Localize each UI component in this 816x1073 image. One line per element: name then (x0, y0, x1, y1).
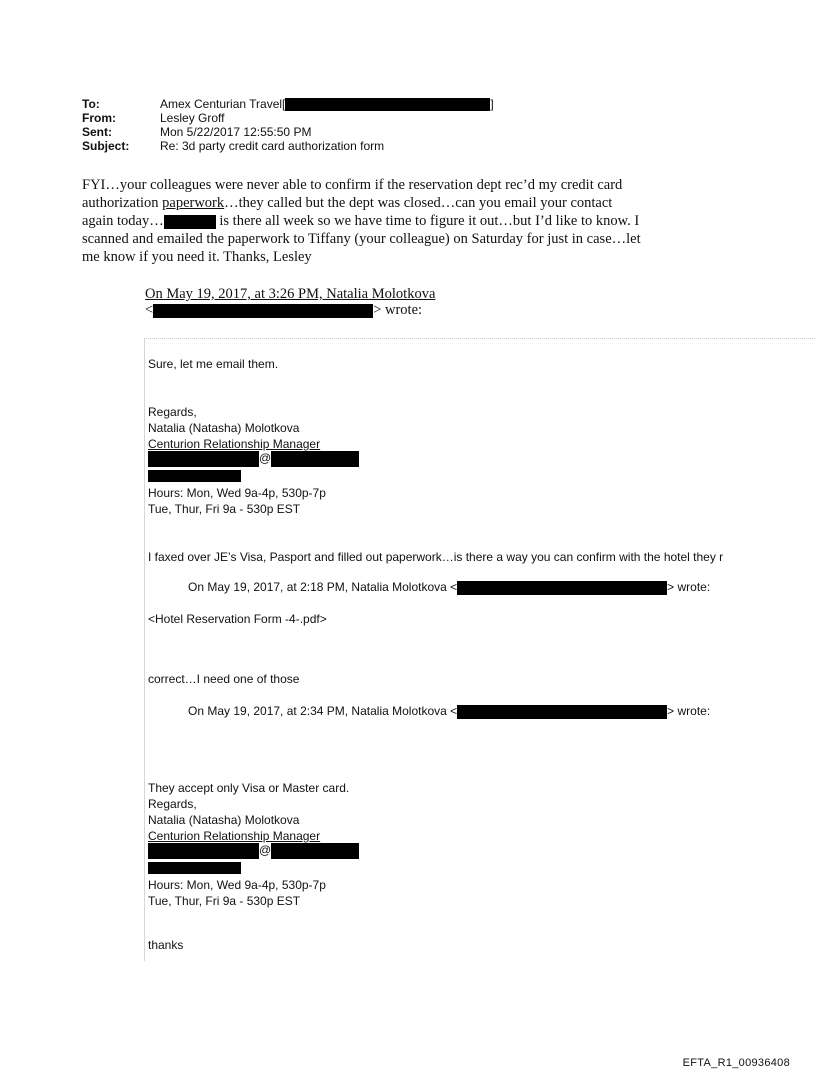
body-line (82, 212, 732, 230)
redaction-block (457, 705, 667, 719)
angle-open: < (145, 302, 154, 318)
redacted-line (148, 860, 241, 875)
body-text-fragment: paperwork (162, 195, 225, 211)
quoted-attribution-line (188, 704, 710, 719)
message-body (82, 176, 732, 266)
quoted-line: Natalia (Natasha) Molotkova (148, 813, 300, 827)
redaction-block (148, 862, 241, 874)
redacted-line (148, 468, 241, 483)
quoted-date-line: On May 19, 2017, at 3:26 PM, Natalia Molotkova (145, 286, 436, 302)
to-label: To: (82, 97, 100, 111)
quoted-line: Sure, let me email them. (148, 357, 279, 371)
at-sign: @ (259, 843, 272, 858)
redaction-block (271, 451, 359, 467)
body-text-fragment: …they called but the dept was closed…can you email your contact (224, 195, 613, 211)
quoted-line: They accept only Visa or Master card. (148, 781, 350, 795)
quoted-line: Hours: Mon, Wed 9a-4p, 530p-7p (148, 486, 326, 500)
redaction-block (153, 304, 373, 318)
subject-row (82, 139, 494, 153)
wrote-text: > wrote: (667, 580, 711, 594)
attachment-line: <Hotel Reservation Form -4-.pdf> (148, 612, 327, 626)
to-recipient: Amex Centurian Travel[ (160, 97, 286, 111)
to-row (82, 97, 494, 111)
subject-label: Subject: (82, 139, 130, 154)
from-label: From: (82, 111, 116, 126)
redaction-block (164, 215, 216, 229)
sent-value: Mon 5/22/2017 12:55:50 PM (160, 125, 312, 140)
to-value (160, 97, 494, 111)
redaction-block (148, 470, 241, 482)
body-text-fragment: again today… (82, 213, 164, 229)
quoted-line: correct…I need one of those (148, 672, 300, 686)
quoted-line: Centurion Relationship Manager (148, 829, 321, 843)
redaction-block (148, 451, 259, 467)
quoted-line: Regards, (148, 405, 197, 419)
body-line: me know if you need it. Thanks, Lesley (82, 249, 312, 265)
quoted-line: Tue, Thur, Fri 9a - 530p EST (148, 502, 301, 516)
at-sign: @ (259, 451, 272, 466)
body-line: FYI…your colleagues were never able to confirm if the reservation dept rec’d my credit card (82, 177, 623, 193)
body-text-fragment: authorization (82, 195, 163, 211)
email-header (82, 97, 494, 153)
quoted-line: Regards, (148, 797, 197, 811)
body-text-fragment: is there all week so we have time to figure it out…but I’d like to know. I (215, 213, 640, 229)
sent-label: Sent: (82, 125, 112, 140)
quoted-attribution-line (188, 580, 710, 595)
attribution-text: On May 19, 2017, at 2:18 PM, Natalia Molotkova < (188, 580, 458, 594)
body-line (82, 194, 732, 212)
from-row (82, 111, 494, 125)
quoted-line: Centurion Relationship Manager (148, 437, 321, 451)
attribution-text: On May 19, 2017, at 2:34 PM, Natalia Molotkova < (188, 704, 458, 718)
sent-row (82, 125, 494, 139)
redaction-block (457, 581, 667, 595)
redacted-email-line (148, 843, 359, 859)
quoted-line: Hours: Mon, Wed 9a-4p, 530p-7p (148, 878, 326, 892)
quoted-line: thanks (148, 938, 184, 952)
from-value: Lesley Groff (160, 111, 225, 126)
quoted-message-header (145, 286, 435, 318)
redaction-block (271, 843, 359, 859)
wrote-text: > wrote: (667, 704, 711, 718)
quoted-line: I faxed over JE’s Visa, Pasport and filled out paperwork…is there a way you can confirm with the hotel they r (148, 550, 724, 564)
wrote-text: > wrote: (373, 302, 423, 318)
to-bracket-close: ] (490, 97, 494, 111)
redaction-block (148, 843, 259, 859)
quoted-sender-line (145, 302, 435, 318)
quoted-thread (144, 338, 816, 961)
quoted-line: Tue, Thur, Fri 9a - 530p EST (148, 894, 301, 908)
quoted-line: Natalia (Natasha) Molotkova (148, 421, 300, 435)
document-id: EFTA_R1_00936408 (682, 1057, 790, 1069)
body-line: scanned and emailed the paperwork to Tiffany (your colleague) on Saturday for just in case…let (82, 231, 641, 247)
subject-value: Re: 3d party credit card authorization form (160, 139, 385, 154)
redacted-email-line (148, 451, 359, 467)
redaction-block (285, 98, 490, 111)
